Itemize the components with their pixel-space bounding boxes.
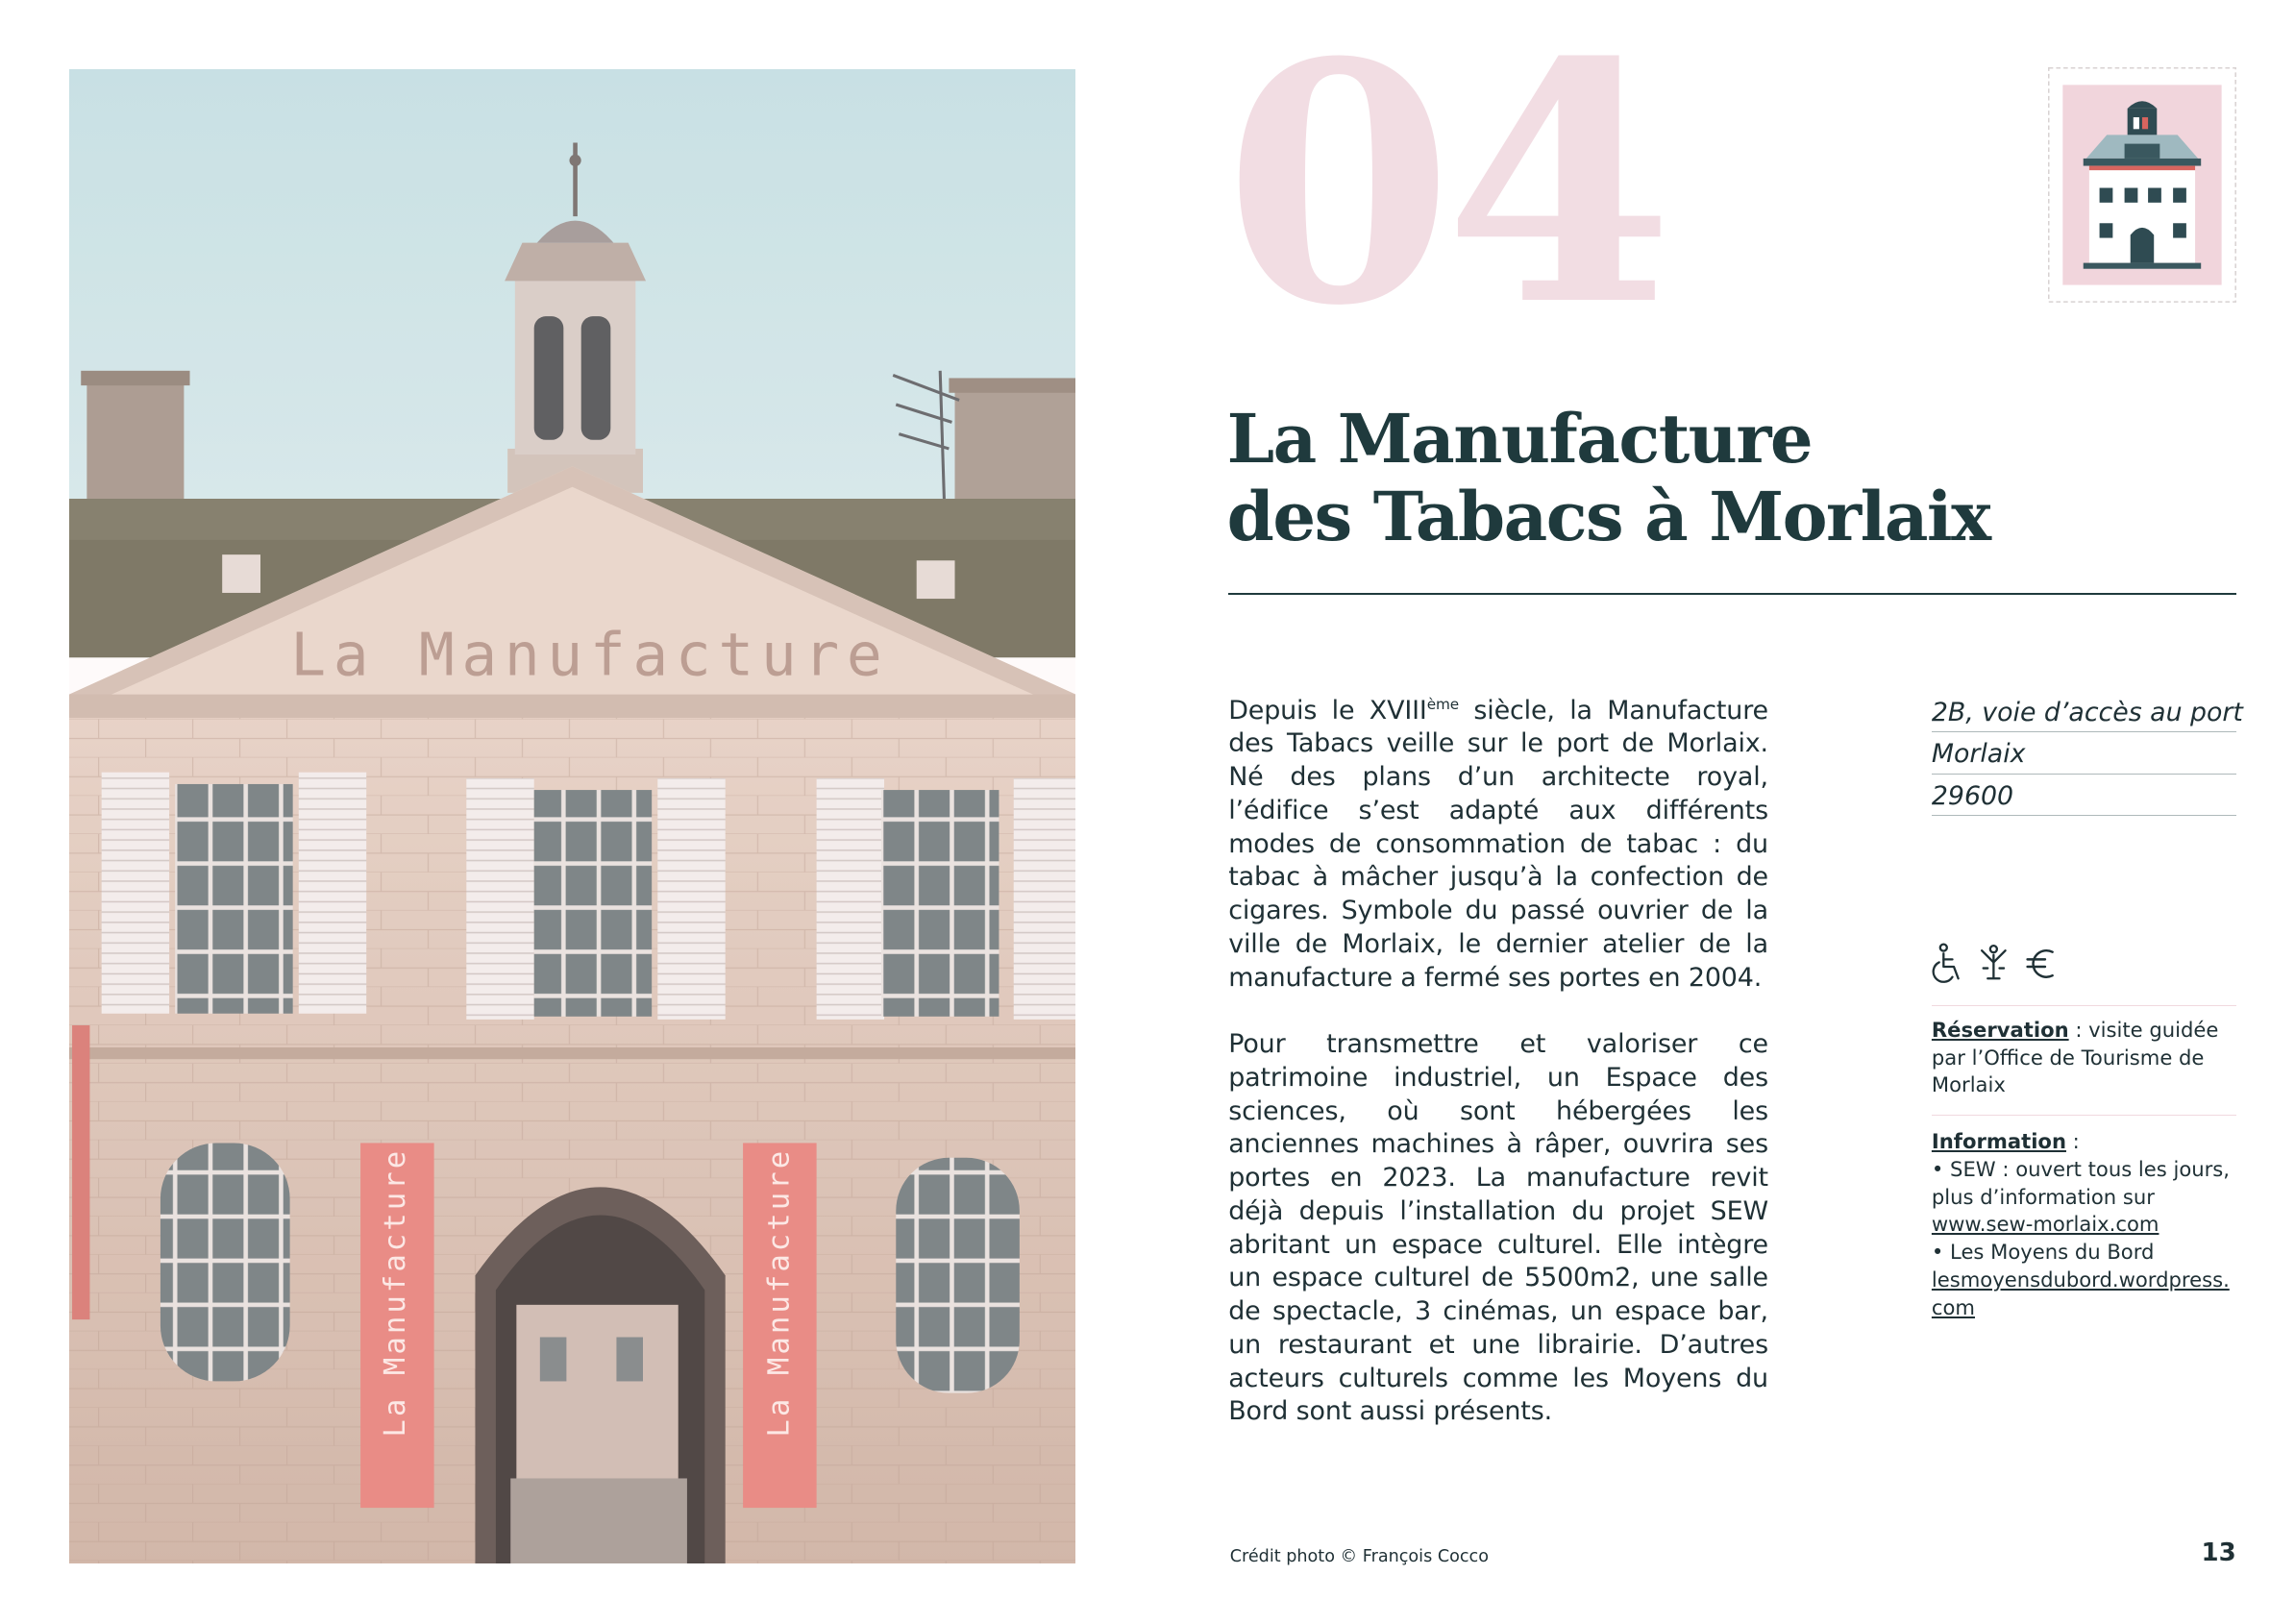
page-number: 13 [2201,1538,2236,1568]
sidebar-divider-1 [1932,1005,2236,1006]
family-friendly-icon [1976,942,2011,986]
title-line-2: des Tabacs à Morlaix [1226,477,1990,557]
sew-website-link[interactable]: www.sew-morlaix.com [1931,1212,2159,1237]
reservation-info [1932,1017,2237,1099]
address-street: 2B, voie d’accès au port [1932,695,2236,732]
chapter-number: 04 [1223,0,1666,379]
title-divider [1228,593,2236,595]
manufacture-photo [69,69,1075,1563]
title-line-1: La Manufacture [1226,399,1813,480]
body-p1-superscript: ème [1426,695,1459,713]
information-item-moyens-du-bord: • Les Moyens du Bord [1931,1240,2155,1265]
banner-left-text: La Manufacture [378,1147,412,1438]
pediment-inscription: La Manufacture [290,621,890,690]
information-item-sew: • SEW : ouvert tous les jours, plus d’information sur [1931,1156,2231,1209]
pictograms-row [1929,942,2059,986]
reservation-text: : visite guidée par l’Office de Tourisme de Morlaix [1931,1017,2219,1097]
article-title [1227,400,1990,555]
sidebar-divider-2 [1932,1115,2236,1116]
information-block [1932,1128,2237,1321]
wheelchair-accessibility-icon [1929,942,1964,986]
body-paragraph-2: Pour transmettre et valoriser ce patrimoine industriel, un Espace des sciences, où sont hébergées les anciennes machines à râper, ouvrira ses portes en 2023. La manufacture revit déjà depuis l’installation du projet SEW abritant un espace culturel. Elle intègre un espace culturel de 5500m2, une salle de spectacle, 3 cinémas, un espace bar, un restaurant et une librairie. D’autres acteurs culturels comme les Moyens du Bord sont aussi présents. [1228,1029,1768,1427]
address-city: Morlaix [1932,736,2236,774]
body-p1-start: Depuis le XVIII [1228,695,1427,726]
address-postcode: 29600 [1932,778,2236,816]
building-stamp-icon [2048,67,2236,303]
information-label: Information [1931,1129,2066,1154]
body-p1-rest: siècle, la Manufacture des Tabacs veille sur le port de Morlaix. Né des plans d’un architecte royal, l’édifice s’est adapté aux différents modes de consommation de tabac : du tabac à mâcher jusqu’à la confection de cigares. Symbole du passé ouvrier de la ville de Morlaix, le dernier atelier de la manufacture a fermé ses portes en 2004. [1228,695,1768,993]
body-paragraph-1 [1228,695,1768,996]
photo-credit: Crédit photo © François Cocco [1229,1547,1489,1567]
paid-entry-euro-icon [2023,942,2059,986]
address-block [1931,695,2243,822]
reservation-label: Réservation [1931,1017,2069,1042]
information-colon: : [2065,1129,2080,1154]
moyens-du-bord-website-link[interactable]: lesmoyensdubord.wordpress.com [1931,1267,2230,1319]
banner-right-text: La Manufacture [762,1147,797,1438]
